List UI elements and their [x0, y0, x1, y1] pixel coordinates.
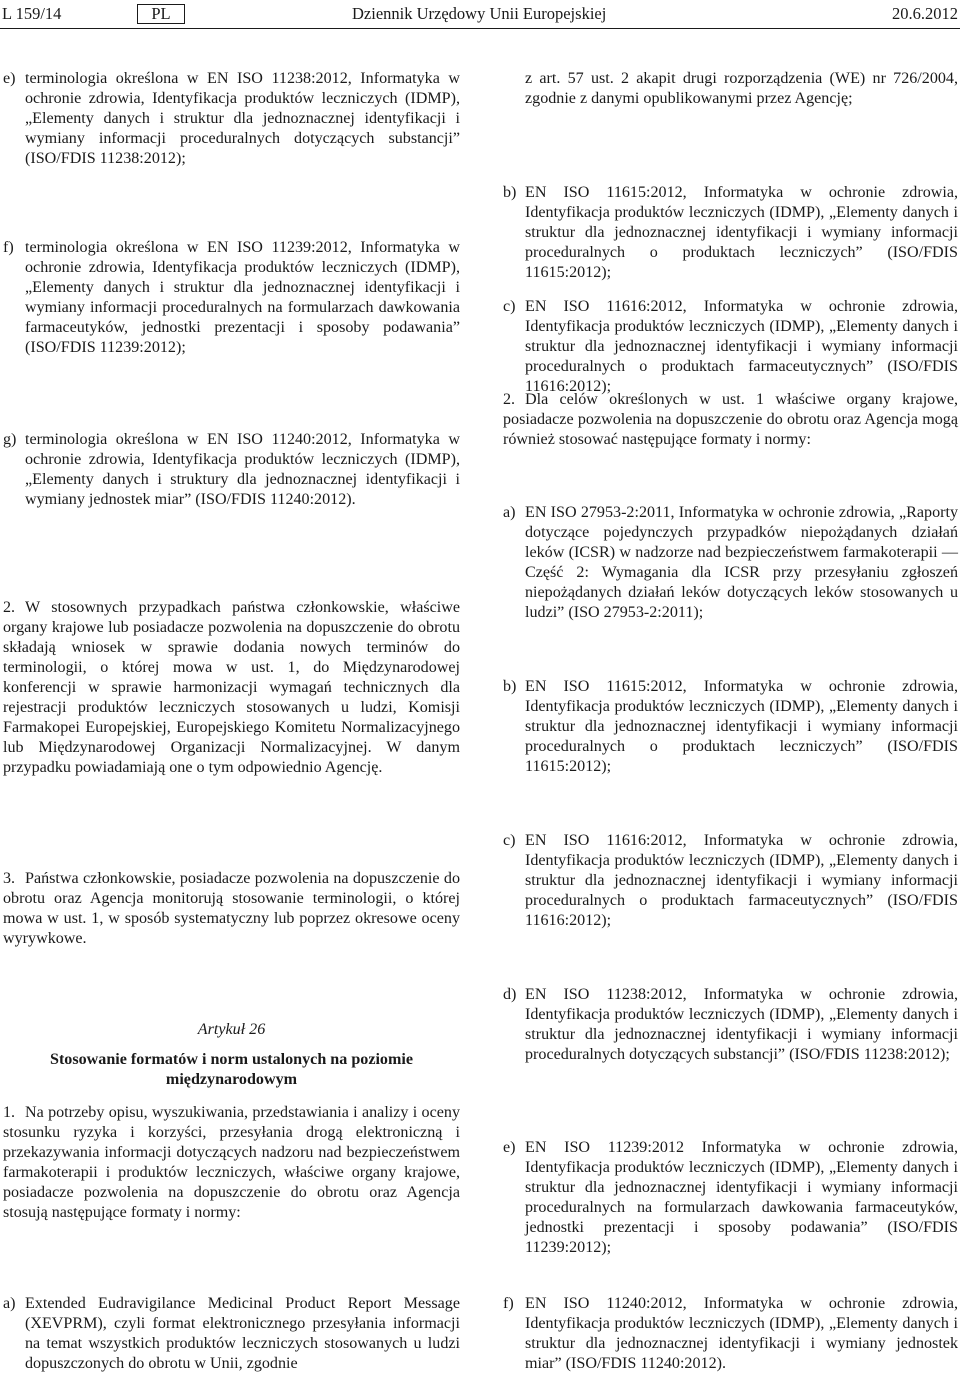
paragraph-number: 3. [3, 870, 16, 887]
item-text: EN ISO 27953-2:2011, Informatyka w ochronie zdrowia, „Raporty dotyczące pojedynczych przypadków niepożądanych działań leków (ICSR) w nadzorze nad bezpieczeństwem farmakoterapii — Część 2: Wymagania dla ICSR przy przesyłaniu zgłoszeń niepożądanych działań leków dotyczących leków stosowanych u ludzi” (ISO 27953-2:2011); [525, 504, 958, 621]
page-header [2, 4, 958, 24]
item-text: terminologia określona w EN ISO 11240:2012, Informatyka w ochronie zdrowia, Identyfikacja produktów leczniczych (IDMP), „Elementy danych i struktury dla jednoznacznej identyfikacji i wymiany jednostek miar” (ISO/FDIS 11240:2012). [25, 431, 460, 508]
item-label: e) [503, 1139, 516, 1156]
item-label: b) [503, 678, 517, 695]
article-title: Artykuł 26 [197, 1021, 266, 1038]
language-badge: PL [137, 4, 185, 24]
item-label: g) [3, 431, 17, 448]
paragraph-1 [3, 1103, 460, 1223]
item-text: terminologia określona w EN ISO 11238:2012, Informatyka w ochronie zdrowia, Identyfikacja produktów leczniczych (IDMP), „Elementy danych i struktur dla jednoznacznej identyfikacji i wymiany informacji proceduralnych dotyczących substancji” (ISO/FDIS 11238:2012); [25, 70, 460, 167]
item-text: EN ISO 11239:2012 Informatyka w ochronie zdrowia, Identyfikacja produktów leczniczych (IDMP), „Elementy danych i struktur dla jednoznacznej identyfikacji i wymiany informacji proceduralnych na formularzach dawkowania farmaceutyków, jednostki prezentacji i sposoby podawania” (ISO/FDIS 11239:2012); [525, 1139, 958, 1256]
journal-title: Dziennik Urzędowy Unii Europejskiej [352, 4, 607, 23]
item-label: c) [503, 298, 516, 315]
item-label: a) [503, 504, 516, 521]
item-label: e) [3, 70, 16, 87]
paragraph-3 [3, 869, 460, 949]
list-item-a [3, 1294, 460, 1374]
paragraph-number: 1. [3, 1104, 16, 1121]
list-item-g [3, 430, 460, 510]
header-rule [0, 28, 960, 29]
item-label: f) [503, 1295, 514, 1312]
list-item-c [503, 297, 958, 397]
list-item-f [503, 1294, 958, 1374]
list-item-b [503, 677, 958, 777]
list-item-c [503, 831, 958, 931]
list-item-d [503, 985, 958, 1065]
publication-date: 20.6.2012 [892, 4, 958, 23]
item-label: c) [503, 832, 516, 849]
paragraph-text: W stosownych przypadkach państwa członkowskie, właściwe organy krajowe lub posiadacze pozwolenia na dopuszczenie do obrotu składają wniosek w sprawie dodania nowych terminów do terminologii, o której mowa w ust. 1, do Międzynarodowej konferencji w sprawie harmonizacji wymagań technicznych dla rejestracji produktów leczniczych stosowanych u ludzi, Komisji Farmakopei Europejskiej, Europejskiego Komitetu Normalizacyjnego lub Międzynarodowej Organizacji Normalizacyjnej. W danym przypadku powiadamiają one o tym odpowiednio Agencję. [3, 599, 460, 776]
item-label: a) [3, 1295, 16, 1312]
continued-item [503, 69, 958, 109]
article-heading: Stosowanie formatów i norm ustalonych na poziomie międzynarodowym [50, 1051, 413, 1088]
list-item-b [503, 183, 958, 283]
item-label: d) [503, 986, 517, 1003]
paragraph-text: Państwa członkowskie, posiadacze pozwolenia na dopuszczenie do obrotu oraz Agencja monitorują stosowanie terminologii, o której mowa w ust. 1, w sposób systematyczny lub poprzez okresowe oceny wyrywkowe. [3, 870, 460, 947]
paragraph-number: 2. [3, 599, 16, 616]
item-text: EN ISO 11616:2012, Informatyka w ochronie zdrowia, Identyfikacja produktów leczniczych (IDMP), „Elementy danych i struktur dla jednoznacznej identyfikacji i wymiany informacji proceduralnych o produktach farmaceutycznych” (ISO/FDIS 11616:2012); [525, 298, 958, 395]
paragraph-text: Dla celów określonych w ust. 1 właściwe organy krajowe, posiadacze pozwolenia na dopuszczenie do obrotu oraz Agencja mogą również stosować następujące formaty i normy: [503, 391, 958, 448]
item-text: terminologia określona w EN ISO 11239:2012, Informatyka w ochronie zdrowia, Identyfikacja produktów leczniczych (IDMP), „Elementy danych i struktur dla jednoznacznej identyfikacji i wymiany informacji proceduralnych na formularzach dawkowania farmaceutyków, jednostki prezentacji i sposoby podawania” (ISO/FDIS 11239:2012); [25, 239, 460, 356]
list-item-e [503, 1138, 958, 1258]
item-label: f) [3, 239, 14, 256]
paragraph-text: Na potrzeby opisu, wyszukiwania, przedstawiania i analizy i oceny stosunku ryzyka i korzyści, przesyłania drogą elektroniczną i przekazywania informacji dotyczących nadzoru nad bezpieczeństwem farmakoterapii i produktów leczniczych, właściwe organy krajowe, posiadacze pozwolenia na dopuszczenie do obrotu oraz Agencja stosują następujące formaty i normy: [3, 1104, 460, 1221]
list-item-f [3, 238, 460, 358]
list-item-a [503, 503, 958, 623]
item-text: EN ISO 11240:2012, Informatyka w ochronie zdrowia, Identyfikacja produktów leczniczych (IDMP), „Elementy danych i struktur dla jednoznacznej identyfikacji i wymiany jednostek miar” (ISO/FDIS 11240:2012). [525, 1295, 958, 1372]
page-reference: L 159/14 [2, 4, 62, 23]
paragraph-number: 2. [503, 391, 516, 408]
item-text: z art. 57 ust. 2 akapit drugi rozporządzenia (WE) nr 726/2004, zgodnie z danymi opublikowanymi przez Agencję; [525, 70, 958, 107]
item-text: EN ISO 11615:2012, Informatyka w ochronie zdrowia, Identyfikacja produktów leczniczych (IDMP), „Elementy danych i struktur dla jednoznacznej identyfikacji i wymiany informacji proceduralnych o produktach leczniczych” (ISO/FDIS 11615:2012); [525, 184, 958, 281]
item-text: Extended Eudravigilance Medicinal Product Report Message (XEVPRM), czyli format elektronicznego przesyłania informacji na temat wszystkich produktów leczniczych stosowanych u ludzi dopuszczonych do obrotu w Unii, zgodnie [25, 1295, 460, 1372]
list-item-e [3, 69, 460, 169]
item-text: EN ISO 11615:2012, Informatyka w ochronie zdrowia, Identyfikacja produktów leczniczych (IDMP), „Elementy danych i struktur dla jednoznacznej identyfikacji i wymiany informacji proceduralnych o produktach leczniczych” (ISO/FDIS 11615:2012); [525, 678, 958, 775]
item-label: b) [503, 184, 517, 201]
paragraph-2 [3, 598, 460, 778]
item-text: EN ISO 11616:2012, Informatyka w ochronie zdrowia, Identyfikacja produktów leczniczych (IDMP), „Elementy danych i struktur dla jednoznacznej identyfikacji i wymiany informacji proceduralnych o produktach farmaceutycznych” (ISO/FDIS 11616:2012); [525, 832, 958, 929]
item-text: EN ISO 11238:2012, Informatyka w ochronie zdrowia, Identyfikacja produktów leczniczych (IDMP), „Elementy danych i struktur dla jednoznacznej identyfikacji i wymiany informacji proceduralnych dotyczących substancji” (ISO/FDIS 11238:2012); [525, 986, 958, 1063]
paragraph-2 [503, 390, 958, 450]
